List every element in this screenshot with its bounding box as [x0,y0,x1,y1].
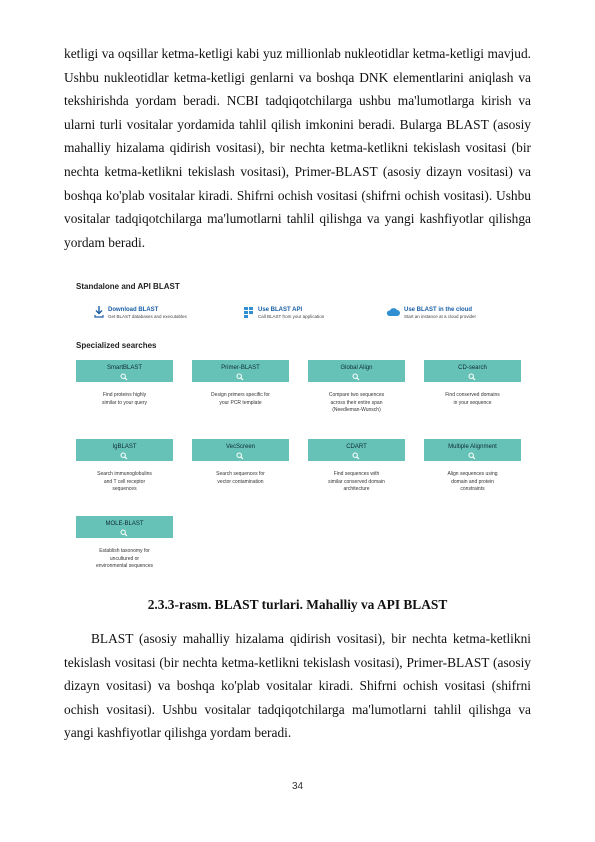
cdart-button[interactable] [308,439,405,461]
page-number: 34 [291,781,304,792]
vecscreen-desc: Search sequences for vector contamination [216,471,265,485]
search-icon [120,373,128,381]
cdart-desc: Find sequences with similar conserved domain architecture [328,471,385,492]
search-icon [468,452,476,460]
multiple-alignment-button[interactable] [424,439,521,461]
body-paragraph-bottom: BLAST (asosiy mahalliy hizalama qidirish vositasi), bir nechta ketma-ketlikni tekislash vositasi (bir nechta ketma-ketlikni tekislash vositasi), Primer-BLAST (asosiy dizayn vositasi) va boshqa ko'plab vositalar kiradi. Shifrni ochish vositasi (shifrni ochish vositasi). Ushbu vositalar tadqiqotchilarga ma'lumotlarni tahlil qilishga va yangi kashfiyotlar qilishga yordam beradi. [64,631,531,741]
body-paragraph-top: ketligi va oqsillar ketma-ketligi kabi yuz millionlab nukleotidlar ketma-ketligi mavjud. Ushbu nukleotidlar ketma-ketligi genlarni va boshqa DNK elementlarini aniqlash va tekshirishda yordam beradi. NCBI tadqiqotchilarga ushbu ma'lumotlarga kirish va ularni turli vositalar yordamida tahlil qilish imkonini beradi. Bularga BLAST (asosiy mahalliy hizalama qidirish vositasi), bir nechta ketma-ketlikni tekislash vositasi (bir nechta ketma-ketlikni tekislash vositasi), Primer-BLAST (asosiy dizayn vositasi) va boshqa ko'plab vositalar kiradi. Shifrni ochish vositasi (shifrni ochish vositasi). Ushbu vositalar tadqiqotchilarga ma'lumotlarni tahlil qilishga va yangi kashfiyotlar qilishga yordam beradi. [64,46,531,250]
global-align-label: Global Align [340,365,373,371]
search-icon [468,373,476,381]
card-smartblast [76,360,173,407]
card-cd-search [424,360,521,407]
card-cdart [308,439,405,494]
blast-cloud-title: Use BLAST in the cloud [404,307,473,313]
search-icon [120,452,128,460]
mole-blast-button[interactable] [76,516,173,538]
cloud-icon [386,306,400,318]
primer-blast-desc: Design primers specific for your PCR template [211,392,270,406]
search-icon [352,373,360,381]
mole-blast-label: MOLE-BLAST [105,521,144,527]
search-icon [120,529,128,537]
download-blast-link[interactable] [94,306,187,320]
igblast-desc: Search immunoglobulins and T cell receptor sequences [97,471,152,492]
smartblast-label: SmartBLAST [106,365,142,371]
global-align-button[interactable] [308,360,405,382]
global-align-desc: Compare two sequences across their entire span (Needleman-Wunsch) [328,392,385,413]
cd-search-button[interactable] [424,360,521,382]
blast-api-desc: Call BLAST from your application [258,314,325,319]
blast-api-link[interactable] [244,306,324,320]
card-vecscreen [192,439,289,486]
smartblast-desc: Find proteins highly similar to your query [101,392,147,406]
vecscreen-label: VecScreen [225,444,256,450]
multiple-alignment-label: Multiple Alignment [448,444,497,450]
cd-search-desc: Find conserved domains in your sequence [445,392,500,406]
blast-cloud-link[interactable] [386,306,476,320]
download-blast-title: Download BLAST [108,307,159,313]
download-icon [94,306,104,318]
blast-api-title: Use BLAST API [258,307,303,313]
search-icon [236,373,244,381]
cd-search-label: CD-search [458,365,487,371]
search-icon [236,452,244,460]
card-mole-blast [76,516,173,571]
multiple-alignment-desc: Align sequences using domain and protein constraints [447,471,498,492]
smartblast-button[interactable] [76,360,173,382]
specialized-searches-heading: Specialized searches [76,341,157,350]
primer-blast-label: Primer-BLAST [221,365,260,371]
download-blast-desc: Get BLAST databases and executables [108,314,187,319]
search-icon [352,452,360,460]
figure-caption: 2.3.3-rasm. BLAST turlari. Mahalliy va API BLAST [147,597,448,612]
mole-blast-desc: Establish taxonomy for uncultured or environmental sequences [96,548,153,569]
card-global-align [308,360,405,415]
igblast-label: IgBLAST [112,444,137,450]
card-igblast [76,439,173,494]
vecscreen-button[interactable] [192,439,289,461]
igblast-button[interactable] [76,439,173,461]
blast-figure [76,282,536,580]
standalone-api-heading: Standalone and API BLAST [76,282,180,291]
grid-icon [244,306,254,318]
blast-cloud-desc: Start an instance at a cloud provider [404,314,477,319]
cdart-label: CDART [346,444,367,450]
card-multiple-alignment [424,439,521,494]
primer-blast-button[interactable] [192,360,289,382]
card-primer-blast [192,360,289,407]
